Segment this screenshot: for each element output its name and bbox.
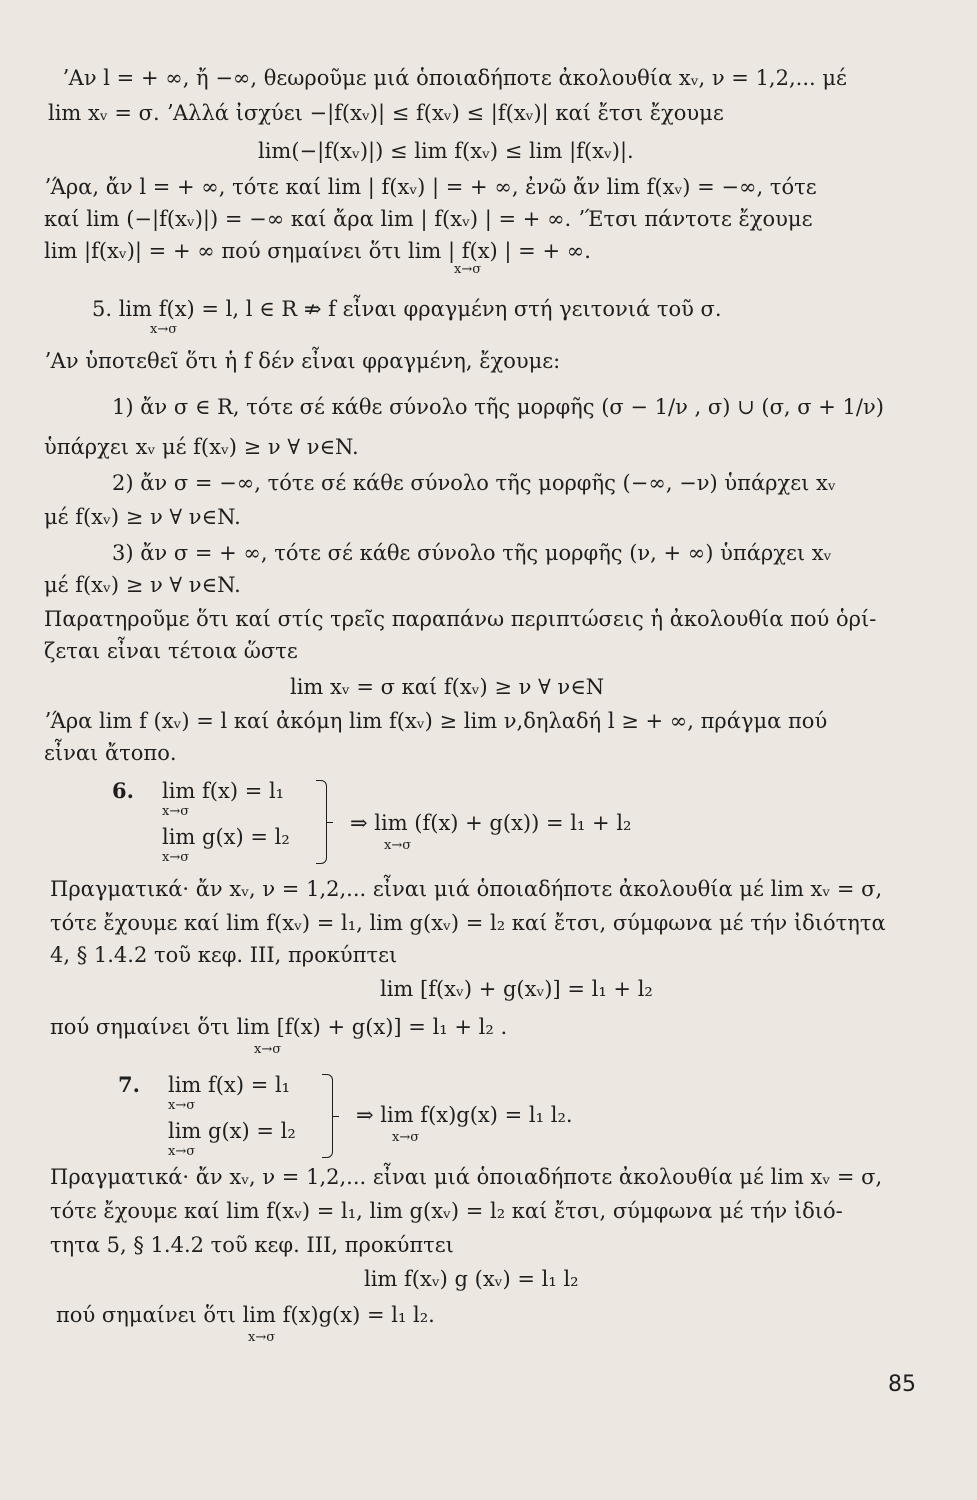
equation: lim [f(xᵥ) + g(xᵥ)] = l₁ + l₂ <box>380 977 653 1001</box>
equation: lim f(xᵥ) g (xᵥ) = l₁ l₂ <box>364 1267 579 1291</box>
text-line: μέ f(xᵥ) ≥ ν ∀ ν∈N. <box>44 505 241 529</box>
text-line: μέ f(xᵥ) ≥ ν ∀ ν∈N. <box>44 573 241 597</box>
equation: lim f(x) = l₁ <box>168 1073 291 1097</box>
limit-subscript: x→σ <box>392 1130 420 1145</box>
text-line: lim xᵥ = σ. ʼΑλλά ἰσχύει −|f(xᵥ)| ≤ f(xᵥ) ≤ |f(xᵥ)| καί ἔτσι ἔχουμε <box>48 101 724 125</box>
equation: lim g(x) = l₂ <box>162 825 290 849</box>
text-line: τότε ἔχουμε καί lim f(xᵥ) = l₁, lim g(xᵥ) = l₂ καί ἔτσι, σύμφωνα μέ τήν ἰδιό- <box>50 1199 843 1223</box>
text-line: lim |f(xᵥ)| = + ∞ πού σημαίνει ὅτι lim | f(x) | = + ∞. <box>44 239 591 263</box>
page-number: 85 <box>888 1372 916 1397</box>
equation: lim xᵥ = σ καί f(xᵥ) ≥ ν ∀ ν∈N <box>290 675 605 699</box>
proposition-7-number: 7. <box>118 1072 140 1097</box>
text-line: καί lim (−|f(xᵥ)|) = −∞ καί ἄρα lim | f(xᵥ) | = + ∞. ʼΈτσι πάντοτε ἔχουμε <box>44 207 813 231</box>
proposition-6-number: 6. <box>112 778 134 803</box>
text-line: τότε ἔχουμε καί lim f(xᵥ) = l₁, lim g(xᵥ) = l₂ καί ἔτσι, σύμφωνα μέ τήν ἰδιότητα <box>50 911 886 935</box>
text-line: πού σημαίνει ὅτι lim f(x)g(x) = l₁ l₂. <box>56 1303 435 1327</box>
curly-brace <box>316 780 327 864</box>
equation: lim f(x) = l₁ <box>162 779 285 803</box>
text-line: Παρατηροῦμε ὅτι καί στίς τρεῖς παραπάνω περιπτώσεις ἡ ἀκολουθία πού ὁρί- <box>44 607 877 631</box>
text-line: ʼΆρα, ἄν l = + ∞, τότε καί lim | f(xᵥ) | = + ∞, ἐνῶ ἄν lim f(xᵥ) = −∞, τότε <box>44 175 817 199</box>
limit-subscript: x→σ <box>150 322 178 337</box>
limit-subscript: x→σ <box>384 838 412 853</box>
curly-brace <box>322 1074 333 1158</box>
limit-subscript: x→σ <box>168 1098 196 1113</box>
limit-subscript: x→σ <box>162 850 190 865</box>
text-line: εἶναι ἄτοπο. <box>44 741 177 765</box>
text-line: ζεται εἶναι τέτοια ὥστε <box>44 639 298 663</box>
equation: lim g(x) = l₂ <box>168 1119 296 1143</box>
case-3: 3) ἄν σ = + ∞, τότε σέ κάθε σύνολο τῆς μορφῆς (ν, + ∞) ὑπάρχει xᵥ <box>112 541 832 565</box>
text-line: τητα 5, § 1.4.2 τοῦ κεφ. ΙΙΙ, προκύπτει <box>50 1233 454 1257</box>
text-line: ʼΆρα lim f (xᵥ) = l καί ἀκόμη lim f(xᵥ) ≥ lim ν,δηλαδή l ≥ + ∞, πράγμα πού <box>44 709 828 733</box>
text-line: Πραγματικά· ἄν xᵥ, ν = 1,2,... εἶναι μιά ὁποιαδήποτε ἀκολουθία μέ lim xᵥ = σ, <box>50 1165 883 1189</box>
text-line: Πραγματικά· ἄν xᵥ, ν = 1,2,... εἶναι μιά ὁποιαδήποτε ἀκολουθία μέ lim xᵥ = σ, <box>50 877 883 901</box>
proposition-5: 5. lim f(x) = l, l ∈ R ⇏ f εἶναι φραγμένη στή γειτονιά τοῦ σ. <box>92 297 722 321</box>
limit-subscript: x→σ <box>254 1042 282 1057</box>
text-line: πού σημαίνει ὅτι lim [f(x) + g(x)] = l₁ + l₂ . <box>50 1015 508 1039</box>
equation: ⇒ lim (f(x) + g(x)) = l₁ + l₂ <box>350 811 632 835</box>
text-line: ʼΑν l = + ∞, ἤ −∞, θεωροῦμε μιά ὁποιαδήποτε ἀκολουθία xᵥ, ν = 1,2,... μέ <box>62 66 847 90</box>
limit-subscript: x→σ <box>162 804 190 819</box>
text-line: 4, § 1.4.2 τοῦ κεφ. ΙΙΙ, προκύπτει <box>50 943 398 967</box>
case-1: 1) ἄν σ ∈ R, τότε σέ κάθε σύνολο τῆς μορφῆς (σ − 1/ν , σ) ∪ (σ, σ + 1/ν) <box>112 395 884 419</box>
text-line: ὑπάρχει xᵥ μέ f(xᵥ) ≥ ν ∀ ν∈N. <box>44 435 359 459</box>
limit-subscript: x→σ <box>454 262 482 277</box>
limit-subscript: x→σ <box>248 1330 276 1345</box>
equation: ⇒ lim f(x)g(x) = l₁ l₂. <box>356 1103 573 1127</box>
limit-subscript: x→σ <box>168 1144 196 1159</box>
equation: lim(−|f(xᵥ)|) ≤ lim f(xᵥ) ≤ lim |f(xᵥ)|. <box>258 139 634 163</box>
text-line: ʼΑν ὑποτεθεῖ ὅτι ἡ f δέν εἶναι φραγμένη, ἔχουμε: <box>44 349 561 373</box>
case-2: 2) ἄν σ = −∞, τότε σέ κάθε σύνολο τῆς μορφῆς (−∞, −ν) ὑπάρχει xᵥ <box>112 471 836 495</box>
